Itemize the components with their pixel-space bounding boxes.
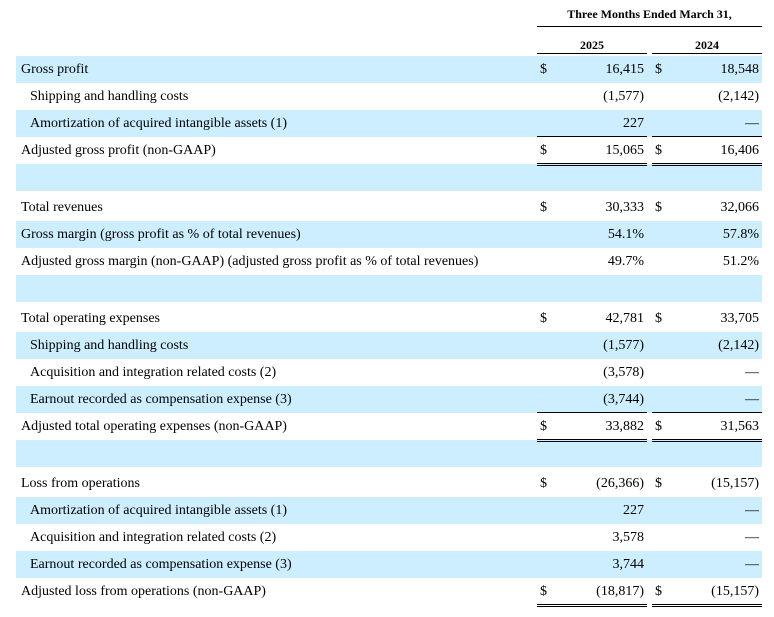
double-underline <box>537 604 647 607</box>
spacer-row <box>16 164 762 191</box>
value-2025: (18,817) <box>596 584 644 599</box>
column-header-2025: 2025 <box>580 38 604 52</box>
table-row <box>16 386 762 413</box>
dollar-sign-2025: $ <box>540 143 547 158</box>
value-2025: 30,333 <box>605 200 644 215</box>
value-2025: 227 <box>623 503 644 518</box>
row-label: Adjusted loss from operations (non-GAAP) <box>21 584 266 599</box>
table-row <box>16 413 762 440</box>
row-label: Earnout recorded as compensation expense (3) <box>30 557 292 572</box>
dollar-sign-2024: $ <box>655 200 662 215</box>
value-2025: 42,781 <box>605 311 644 326</box>
row-label: Shipping and handling costs <box>30 89 189 104</box>
row-label: Adjusted gross profit (non-GAAP) <box>21 143 216 158</box>
column-header-period: Three Months Ended March 31, <box>567 7 732 21</box>
value-2025: 49.7% <box>607 254 644 269</box>
value-2025: (26,366) <box>596 476 644 491</box>
dollar-sign-2025: $ <box>540 584 547 599</box>
value-2025: 15,065 <box>605 143 644 158</box>
single-underline <box>537 412 647 413</box>
row-label: Adjusted total operating expenses (non-GAAP) <box>21 419 287 434</box>
dollar-sign-2024: $ <box>655 143 662 158</box>
table-row <box>16 110 762 137</box>
year-underline-2025 <box>537 53 647 54</box>
spacer-row <box>16 275 762 302</box>
double-underline <box>537 163 647 166</box>
table-row <box>16 137 762 164</box>
row-label: Loss from operations <box>21 476 140 491</box>
table-row <box>16 359 762 386</box>
double-underline <box>652 163 762 166</box>
value-2024: (15,157) <box>711 584 759 599</box>
dollar-sign-2024: $ <box>655 311 662 326</box>
year-underline-2024 <box>652 53 762 54</box>
dollar-sign-2025: $ <box>540 419 547 434</box>
value-2025: 54.1% <box>607 227 644 242</box>
row-label: Gross margin (gross profit as % of total revenues) <box>21 227 301 242</box>
value-2024: — <box>745 530 759 545</box>
single-underline <box>652 136 762 137</box>
table-row <box>16 332 762 359</box>
value-2024: 33,705 <box>720 311 759 326</box>
value-2025: 227 <box>623 116 644 131</box>
row-label: Acquisition and integration related costs (2) <box>30 365 277 380</box>
value-2024: 32,066 <box>720 200 759 215</box>
value-2024: — <box>745 503 759 518</box>
row-label: Acquisition and integration related costs (2) <box>30 530 277 545</box>
dollar-sign-2024: $ <box>655 476 662 491</box>
dollar-sign-2025: $ <box>540 200 547 215</box>
table-row <box>16 578 762 605</box>
row-label: Adjusted gross margin (non-GAAP) (adjusted gross profit as % of total revenues) <box>21 254 479 269</box>
table-row <box>16 56 762 83</box>
table-row <box>16 551 762 578</box>
row-label: Total operating expenses <box>21 311 160 326</box>
table-row <box>16 524 762 551</box>
column-header-2024: 2024 <box>695 38 719 52</box>
row-label: Shipping and handling costs <box>30 338 189 353</box>
row-label: Total revenues <box>21 200 103 215</box>
table-row <box>16 194 762 221</box>
dollar-sign-2024: $ <box>655 419 662 434</box>
table-row <box>16 83 762 110</box>
value-2024: 18,548 <box>720 62 759 77</box>
value-2025: (3,578) <box>603 365 644 380</box>
dollar-sign-2025: $ <box>540 476 547 491</box>
table-row <box>16 221 762 248</box>
row-label: Gross profit <box>21 62 89 77</box>
single-underline <box>537 136 647 137</box>
spacer-row <box>16 440 762 467</box>
value-2024: — <box>745 557 759 572</box>
double-underline <box>537 439 647 442</box>
value-2024: (15,157) <box>711 476 759 491</box>
row-label: Amortization of acquired intangible assets (1) <box>30 116 287 131</box>
value-2024: (2,142) <box>718 338 759 353</box>
row-label: Earnout recorded as compensation expense (3) <box>30 392 292 407</box>
dollar-sign-2024: $ <box>655 584 662 599</box>
value-2024: (2,142) <box>718 89 759 104</box>
value-2024: — <box>745 116 759 131</box>
value-2025: 3,578 <box>612 530 644 545</box>
double-underline <box>652 604 762 607</box>
value-2024: 51.2% <box>722 254 759 269</box>
dollar-sign-2025: $ <box>540 62 547 77</box>
dollar-sign-2025: $ <box>540 311 547 326</box>
value-2025: 3,744 <box>612 557 644 572</box>
table-row <box>16 470 762 497</box>
value-2025: 16,415 <box>605 62 644 77</box>
value-2025: (1,577) <box>603 338 644 353</box>
value-2024: 16,406 <box>720 143 759 158</box>
value-2024: — <box>745 392 759 407</box>
double-underline <box>652 439 762 442</box>
value-2025: (3,744) <box>603 392 644 407</box>
value-2024: 31,563 <box>720 419 759 434</box>
single-underline <box>652 412 762 413</box>
value-2024: — <box>745 365 759 380</box>
table-row <box>16 248 762 275</box>
table-row <box>16 305 762 332</box>
dollar-sign-2024: $ <box>655 62 662 77</box>
header-underline <box>537 26 762 27</box>
table-row <box>16 497 762 524</box>
row-label: Amortization of acquired intangible assets (1) <box>30 503 287 518</box>
value-2024: 57.8% <box>722 227 759 242</box>
value-2025: (1,577) <box>603 89 644 104</box>
value-2025: 33,882 <box>605 419 644 434</box>
